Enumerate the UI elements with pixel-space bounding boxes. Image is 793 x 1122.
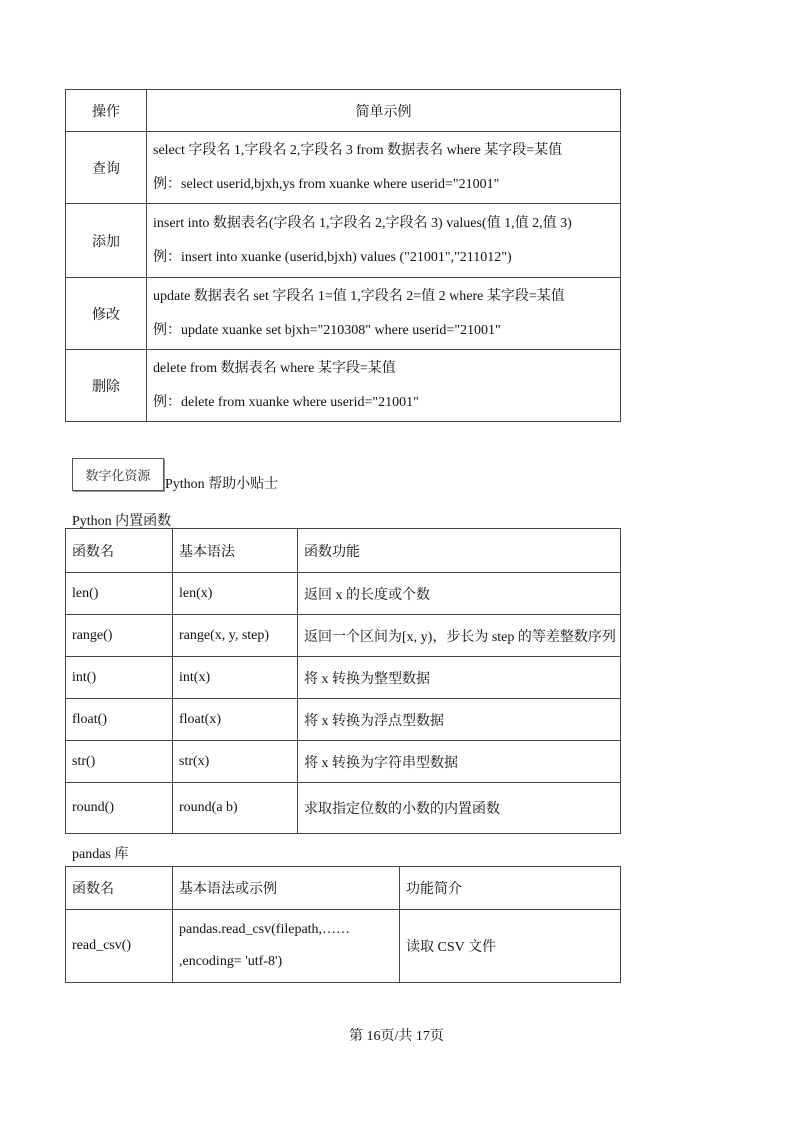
example-text: 例：select userid,bjxh,ys from xuanke where userid="21001" <box>153 176 500 192</box>
example-text: 例：insert into xuanke (userid,bjxh) values ("21001","211012") <box>153 249 512 265</box>
function-description: 返回 x 的长度或个数 <box>298 573 621 615</box>
example-text: 例：update xuanke set bjxh="210308" where userid="21001" <box>153 322 501 338</box>
function-name: int() <box>66 657 173 699</box>
header-example: 简单示例 <box>147 90 621 132</box>
header-cell: 函数名 <box>66 529 173 573</box>
operation-cell: 删除 <box>66 350 147 422</box>
function-syntax: len(x) <box>173 573 298 615</box>
header-cell: 函数名 <box>66 867 173 910</box>
digital-resource-badge[interactable]: 数字化资源 <box>72 458 164 491</box>
builtin-functions-table <box>65 528 621 834</box>
table-row <box>66 615 621 657</box>
function-name: range() <box>66 615 173 657</box>
header-cell: 基本语法 <box>173 529 298 573</box>
function-description: 返回一个区间为[x, y)，步长为 step 的等差整数序列 <box>298 615 621 657</box>
function-name: len() <box>66 573 173 615</box>
table-row <box>66 657 621 699</box>
function-name: str() <box>66 741 173 783</box>
table-row <box>66 350 621 422</box>
function-syntax: str(x) <box>173 741 298 783</box>
table-row <box>66 783 621 834</box>
table-row <box>66 699 621 741</box>
function-name: read_csv() <box>66 910 173 983</box>
operation-cell: 添加 <box>66 204 147 278</box>
function-description: 将 x 转换为整型数据 <box>298 657 621 699</box>
table-row <box>66 573 621 615</box>
header-operation: 操作 <box>66 90 147 132</box>
syntax-text: update 数据表名 set 字段名 1=值 1,字段名 2=值 2 where 某字段=某值 <box>153 288 565 304</box>
function-syntax: int(x) <box>173 657 298 699</box>
syntax-text: select 字段名 1,字段名 2,字段名 3 from 数据表名 where 某字段=某值 <box>153 142 563 158</box>
pandas-title: pandas 库 <box>72 847 129 862</box>
page-footer: 第 16页/共 17页 <box>349 1029 444 1044</box>
pandas-table <box>65 866 621 983</box>
function-syntax: round(a b) <box>173 783 298 834</box>
example-text: 例：delete from xuanke where userid="21001" <box>153 394 419 410</box>
builtin-functions-title: Python 内置函数 <box>72 514 172 529</box>
syntax-text: insert into 数据表名(字段名 1,字段名 2,字段名 3) values(值 1,值 2,值 3) <box>153 215 572 231</box>
header-cell: 基本语法或示例 <box>173 867 400 910</box>
syntax-line: ,encoding= 'utf-8') <box>179 954 283 969</box>
syntax-line: pandas.read_csv(filepath,…… <box>179 922 351 937</box>
function-description: 求取指定位数的小数的内置函数 <box>298 783 621 834</box>
function-description: 将 x 转换为浮点型数据 <box>298 699 621 741</box>
table-row <box>66 910 621 983</box>
table-row <box>66 741 621 783</box>
tips-title: Python 帮助小贴士 <box>165 477 279 492</box>
function-syntax: float(x) <box>173 699 298 741</box>
table-row <box>66 278 621 350</box>
function-name: round() <box>66 783 173 834</box>
function-syntax: range(x, y, step) <box>173 615 298 657</box>
operation-cell: 查询 <box>66 132 147 204</box>
function-description: 读取 CSV 文件 <box>400 910 621 983</box>
header-cell: 函数功能 <box>298 529 621 573</box>
function-description: 将 x 转换为字符串型数据 <box>298 741 621 783</box>
sql-operations-table <box>65 89 621 422</box>
table-row <box>66 204 621 278</box>
operation-cell: 修改 <box>66 278 147 350</box>
syntax-text: delete from 数据表名 where 某字段=某值 <box>153 360 396 376</box>
table-row <box>66 132 621 204</box>
function-name: float() <box>66 699 173 741</box>
header-cell: 功能简介 <box>400 867 621 910</box>
